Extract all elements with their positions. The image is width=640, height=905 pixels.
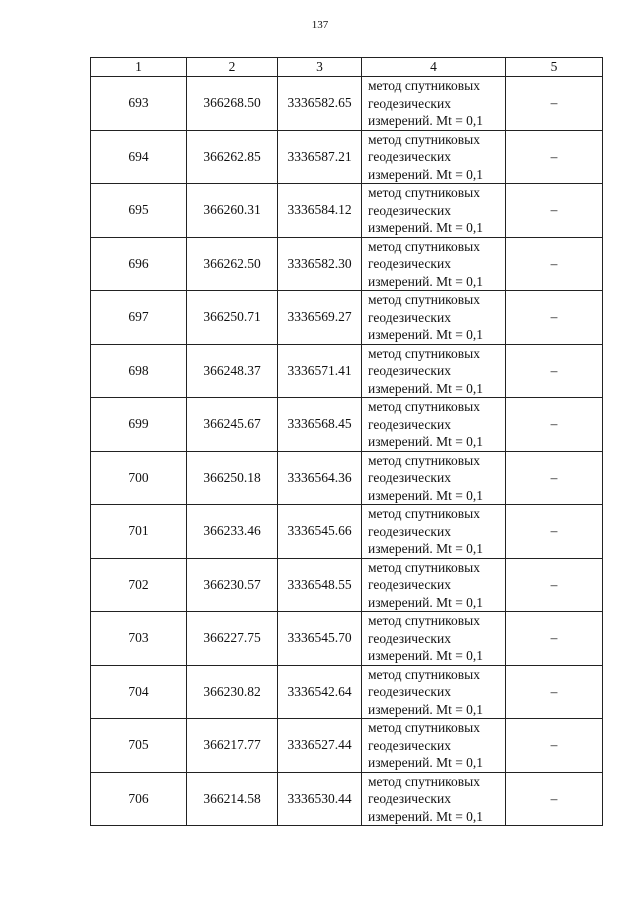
method-line: метод спутниковых bbox=[368, 773, 480, 789]
method-cell bbox=[362, 237, 506, 291]
table-row bbox=[91, 612, 603, 666]
x-coordinate-cell: 366262.85 bbox=[187, 130, 278, 184]
method-line: метод спутниковых bbox=[368, 559, 480, 575]
point-number-cell: 700 bbox=[91, 451, 187, 505]
method-line: метод спутниковых bbox=[368, 292, 480, 307]
y-coordinate-cell: 3336564.36 bbox=[278, 451, 362, 505]
method-line: геодезических bbox=[368, 791, 451, 806]
table-row bbox=[91, 451, 603, 505]
point-number-cell: 698 bbox=[91, 344, 187, 398]
table-row bbox=[91, 77, 603, 131]
note-cell: – bbox=[506, 719, 603, 773]
method-cell bbox=[362, 184, 506, 238]
y-coordinate-cell: 3336545.70 bbox=[278, 612, 362, 666]
x-coordinate-cell: 366268.50 bbox=[187, 77, 278, 131]
method-line: метод спутниковых bbox=[368, 131, 480, 147]
method-cell bbox=[362, 398, 506, 452]
point-number-cell: 699 bbox=[91, 398, 187, 452]
method-line: измерений. Mt = 0,1 bbox=[368, 541, 484, 556]
method-line: метод спутниковых bbox=[368, 666, 480, 682]
point-number-cell: 702 bbox=[91, 558, 187, 612]
method-line: геодезических bbox=[368, 523, 451, 539]
point-number-cell: 704 bbox=[91, 665, 187, 719]
method-cell bbox=[362, 344, 506, 398]
y-coordinate-cell: 3336582.65 bbox=[278, 77, 362, 131]
column-header-1: 1 bbox=[91, 58, 187, 77]
column-header-4: 4 bbox=[362, 58, 506, 77]
y-coordinate-cell: 3336568.45 bbox=[278, 398, 362, 452]
column-header-3: 3 bbox=[278, 58, 362, 77]
method-line: метод спутниковых bbox=[368, 345, 480, 361]
point-number-cell: 694 bbox=[91, 130, 187, 184]
method-line: геодезических bbox=[368, 630, 451, 646]
page-number: 137 bbox=[311, 19, 329, 31]
method-line: измерений. Mt = 0,1 bbox=[368, 487, 484, 503]
x-coordinate-cell: 366233.46 bbox=[187, 505, 278, 559]
method-line: геодезических bbox=[368, 737, 451, 753]
y-coordinate-cell: 3336587.21 bbox=[278, 130, 362, 184]
note-cell: – bbox=[506, 451, 603, 505]
table-row bbox=[91, 398, 603, 452]
point-number-cell: 701 bbox=[91, 505, 187, 559]
y-coordinate-cell: 3336582.30 bbox=[278, 237, 362, 291]
method-line: геодезических bbox=[368, 309, 451, 325]
method-line: измерений. Mt = 0,1 bbox=[368, 327, 484, 342]
note-cell: – bbox=[506, 130, 603, 184]
method-line: геодезических bbox=[368, 149, 451, 164]
table-row bbox=[91, 558, 603, 612]
method-line: геодезических bbox=[368, 684, 451, 699]
x-coordinate-cell: 366250.18 bbox=[187, 451, 278, 505]
point-number-cell: 695 bbox=[91, 184, 187, 238]
method-cell bbox=[362, 505, 506, 559]
note-cell: – bbox=[506, 505, 603, 559]
note-cell: – bbox=[506, 291, 603, 345]
column-header-2: 2 bbox=[187, 58, 278, 77]
table-body bbox=[91, 77, 603, 826]
method-line: метод спутниковых bbox=[368, 452, 480, 468]
x-coordinate-cell: 366227.75 bbox=[187, 612, 278, 666]
point-number-cell: 696 bbox=[91, 237, 187, 291]
note-cell: – bbox=[506, 558, 603, 612]
method-line: метод спутниковых bbox=[368, 399, 480, 414]
y-coordinate-cell: 3336571.41 bbox=[278, 344, 362, 398]
y-coordinate-cell: 3336569.27 bbox=[278, 291, 362, 345]
y-coordinate-cell: 3336545.66 bbox=[278, 505, 362, 559]
method-cell bbox=[362, 451, 506, 505]
method-line: метод спутниковых bbox=[368, 78, 480, 93]
note-cell: – bbox=[506, 398, 603, 452]
method-line: метод спутниковых bbox=[368, 506, 480, 521]
x-coordinate-cell: 366262.50 bbox=[187, 237, 278, 291]
method-line: геодезических bbox=[368, 416, 451, 432]
table-row bbox=[91, 665, 603, 719]
method-cell bbox=[362, 130, 506, 184]
method-line: измерений. Mt = 0,1 bbox=[368, 434, 484, 449]
method-line: метод спутниковых bbox=[368, 613, 480, 628]
table-header bbox=[91, 58, 603, 77]
method-line: метод спутниковых bbox=[368, 185, 480, 200]
method-line: измерений. Mt = 0,1 bbox=[368, 380, 484, 396]
method-line: измерений. Mt = 0,1 bbox=[368, 755, 484, 770]
x-coordinate-cell: 366214.58 bbox=[187, 772, 278, 826]
method-line: измерений. Mt = 0,1 bbox=[368, 113, 484, 128]
note-cell: – bbox=[506, 184, 603, 238]
method-line: измерений. Mt = 0,1 bbox=[368, 273, 484, 289]
table-row bbox=[91, 184, 603, 238]
coordinates-table bbox=[90, 57, 603, 826]
table-row bbox=[91, 237, 603, 291]
table-row bbox=[91, 344, 603, 398]
note-cell: – bbox=[506, 772, 603, 826]
method-line: геодезических bbox=[368, 363, 451, 378]
note-cell: – bbox=[506, 612, 603, 666]
method-cell bbox=[362, 665, 506, 719]
method-line: метод спутниковых bbox=[368, 720, 480, 735]
method-line: геодезических bbox=[368, 256, 451, 271]
x-coordinate-cell: 366250.71 bbox=[187, 291, 278, 345]
point-number-cell: 706 bbox=[91, 772, 187, 826]
method-line: геодезических bbox=[368, 577, 451, 592]
x-coordinate-cell: 366230.82 bbox=[187, 665, 278, 719]
header-row bbox=[91, 58, 603, 77]
method-line: измерений. Mt = 0,1 bbox=[368, 166, 484, 182]
x-coordinate-cell: 366230.57 bbox=[187, 558, 278, 612]
x-coordinate-cell: 366245.67 bbox=[187, 398, 278, 452]
method-cell bbox=[362, 612, 506, 666]
y-coordinate-cell: 3336542.64 bbox=[278, 665, 362, 719]
point-number-cell: 697 bbox=[91, 291, 187, 345]
note-cell: – bbox=[506, 77, 603, 131]
y-coordinate-cell: 3336530.44 bbox=[278, 772, 362, 826]
method-line: метод спутниковых bbox=[368, 238, 480, 254]
table-row bbox=[91, 772, 603, 826]
y-coordinate-cell: 3336527.44 bbox=[278, 719, 362, 773]
point-number-cell: 693 bbox=[91, 77, 187, 131]
method-line: геодезических bbox=[368, 470, 451, 485]
method-cell bbox=[362, 772, 506, 826]
table-row bbox=[91, 505, 603, 559]
method-line: геодезических bbox=[368, 202, 451, 218]
method-cell bbox=[362, 719, 506, 773]
method-line: геодезических bbox=[368, 95, 451, 111]
point-number-cell: 703 bbox=[91, 612, 187, 666]
y-coordinate-cell: 3336584.12 bbox=[278, 184, 362, 238]
method-cell bbox=[362, 558, 506, 612]
table-row bbox=[91, 291, 603, 345]
method-line: измерений. Mt = 0,1 bbox=[368, 594, 484, 610]
method-line: измерений. Mt = 0,1 bbox=[368, 701, 484, 717]
note-cell: – bbox=[506, 237, 603, 291]
x-coordinate-cell: 366248.37 bbox=[187, 344, 278, 398]
method-line: измерений. Mt = 0,1 bbox=[368, 648, 484, 663]
y-coordinate-cell: 3336548.55 bbox=[278, 558, 362, 612]
x-coordinate-cell: 366260.31 bbox=[187, 184, 278, 238]
method-cell bbox=[362, 77, 506, 131]
x-coordinate-cell: 366217.77 bbox=[187, 719, 278, 773]
note-cell: – bbox=[506, 665, 603, 719]
table-row bbox=[91, 719, 603, 773]
note-cell: – bbox=[506, 344, 603, 398]
point-number-cell: 705 bbox=[91, 719, 187, 773]
method-line: измерений. Mt = 0,1 bbox=[368, 808, 484, 824]
method-line: измерений. Mt = 0,1 bbox=[368, 220, 484, 235]
column-header-5: 5 bbox=[506, 58, 603, 77]
table-row bbox=[91, 130, 603, 184]
method-cell bbox=[362, 291, 506, 345]
